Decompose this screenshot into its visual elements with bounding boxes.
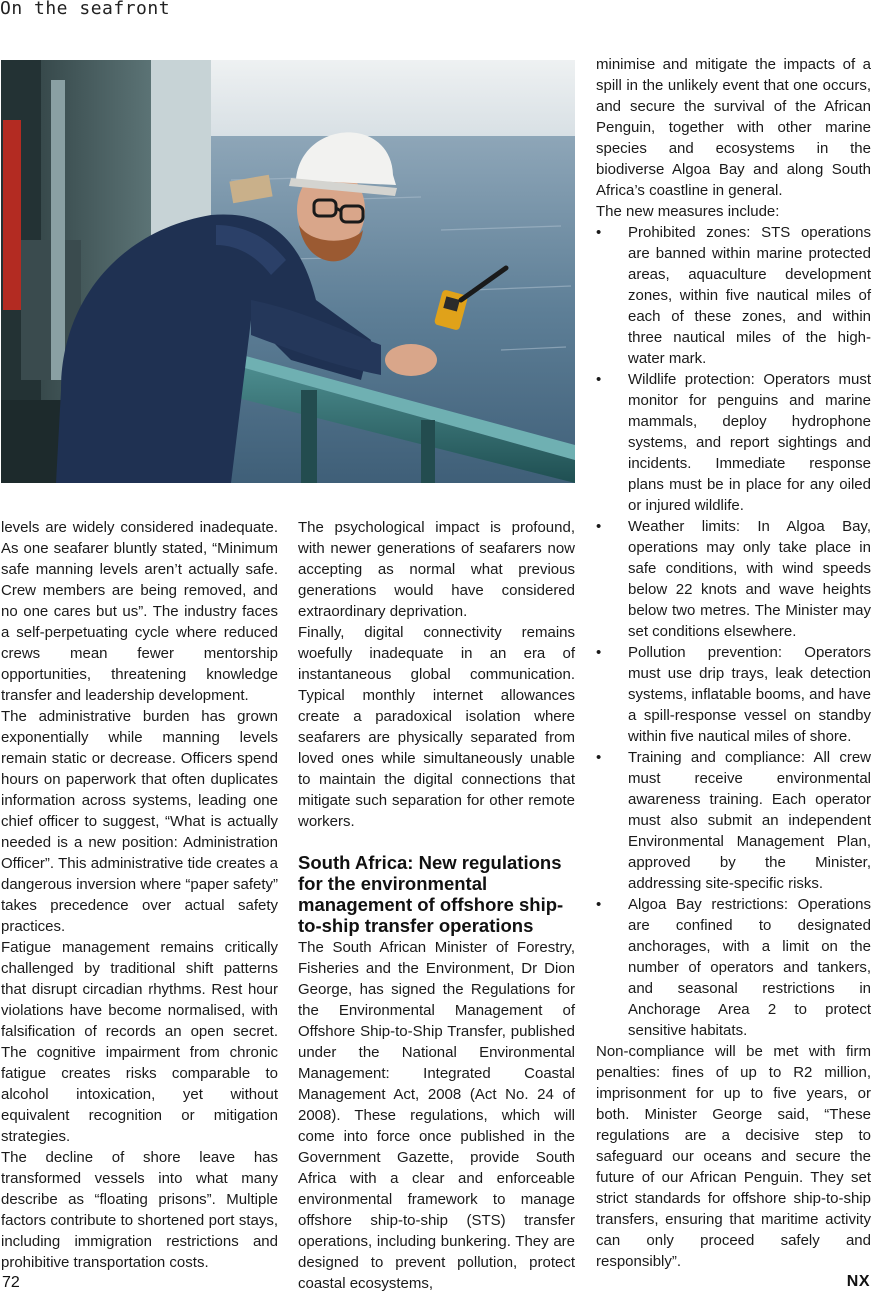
bullet-icon: • [596,896,602,913]
bullet-icon: • [596,644,602,661]
column-3 [596,54,871,1272]
paragraph: The South African Minister of Forestry, Fisheries and the Environment, Dr Dion George, has signed the Regulations for the Environmental Management of Offshore Ship-to-Ship Transfer, published under the National Environmental Management: Integrated Coastal Management Act, 2008 (Act No. 24 of 2008). These regulations, which will come into force once published in the Government Gazette, provide South Africa with a clear and enforceable environmental framework to manage offshore ship-to-ship (STS) transfer operations, including bunkering. They are designed to prevent pollution, protect coastal ecosystems, [298,939,575,1292]
list-item [596,894,871,1041]
bullet-icon: • [596,518,602,535]
bullet-icon: • [596,371,602,388]
list-item [596,222,871,369]
list-item-text: Pollution prevention: Operators must use drip trays, leak detection systems, inflatable booms, and have a spill-response vessel on standby within five nautical miles of shore. [628,644,871,745]
measures-list [596,222,871,1041]
list-item-text: Training and compliance: All crew must receive environmental awareness training. Each operator must also submit an independent Environmental Management Plan, approved by the Minister, addressing site-specific risks. [628,749,871,892]
list-item-text: Prohibited zones: STS operations are banned within marine protected areas, aquaculture development zones, within five nautical miles of each of these zones, and within three nautical miles of the high-water mark. [628,224,871,367]
publication-logo: NX [846,1273,870,1290]
seafarer-photo [1,60,575,483]
section-label: On the seafront [0,0,171,19]
list-item-text: Wildlife protection: Operators must monitor for penguins and marine mammals, deploy hydrophone systems, and report sightings and incidents. Immediate response plans must be in place for any oiled or injured wildlife. [628,371,871,514]
paragraph: The decline of shore leave has transformed vessels into what many describe as “floating prisons”. Multiple factors contribute to shortened port stays, including immigration restrictions and prohibitive transportation costs. [1,1149,278,1271]
paragraph: Non-compliance will be met with firm penalties: fines of up to R2 million, imprisonment for up to five years, or both. Minister George said, “These regulations are a decisive step to safeguard our oceans and secure the future of our African Penguin. They set strict standards for offshore ship-to-ship transfers, ensuring that maritime activity can only proceed safely and responsibly”. [596,1043,871,1270]
list-item-text: Algoa Bay restrictions: Operations are confined to designated anchorages, with a limit on the number of operators and tankers, and seasonal restrictions in Anchorage Area 2 to protect sensitive habitats. [628,896,871,1039]
paragraph: levels are widely considered inadequate. As one seafarer bluntly stated, “Minimum safe manning levels aren’t actually safe. Crew members are being removed, and no one cares but us”. The industry faces a self-perpetuating cycle where reduced crews mean fewer mentorship opportunities, threatening knowledge transfer and leadership development. [1,519,278,704]
paragraph: The administrative burden has grown exponentially while manning levels remain static or decrease. Officers spend hours on paperwork that often duplicates information across systems, leading one chief officer to suggest, “What is actually needed is a new position: Administration Officer”. This administrative tide creates a dangerous inversion where “paper safety” takes precedence over actual safety practices. [1,708,278,935]
column-1 [1,517,278,1273]
seafarer-illustration [1,60,575,483]
list-item-text: Weather limits: In Algoa Bay, operations may only take place in safe conditions, with wind speeds below 22 knots and wave heights below two metres. The Minister may set conditions elsewhere. [628,518,871,640]
paragraph: minimise and mitigate the impacts of a spill in the unlikely event that one occurs, and secure the survival of the African Penguin, together with other marine species and ecosystems in the biodiverse Algoa Bay and along South Africa’s coastline in general. [596,56,871,199]
paragraph: Finally, digital connectivity remains woefully inadequate in an era of instantaneous global communication. Typical monthly internet allowances create a paradoxical isolation where seafarers are physically separated from loved ones while simultaneously unable to maintain the digital connections that mitigate such separation for other remote workers. [298,624,575,830]
list-item [596,516,871,642]
list-item [596,369,871,516]
paragraph: The psychological impact is profound, with newer generations of seafarers now accepting as normal what previous generations would have considered extraordinary deprivation. [298,519,575,620]
page-number: 72 [2,1274,20,1291]
bullet-icon: • [596,749,602,766]
bullet-icon: • [596,224,602,241]
column-2 [298,517,575,1294]
list-lead: The new measures include: [596,203,780,220]
article-heading: South Africa: New regulations for the environmental management of offshore ship-to-ship transfer operations [298,852,564,936]
list-item [596,642,871,747]
list-item [596,747,871,894]
paragraph: Fatigue management remains critically challenged by traditional shift patterns that disrupt circadian rhythms. Rest hour violations have become normalised, with falsification of records an open secret. The cognitive impairment from chronic fatigue creates risks comparable to alcohol intoxication, yet without equivalent recognition or mitigation strategies. [1,939,278,1145]
